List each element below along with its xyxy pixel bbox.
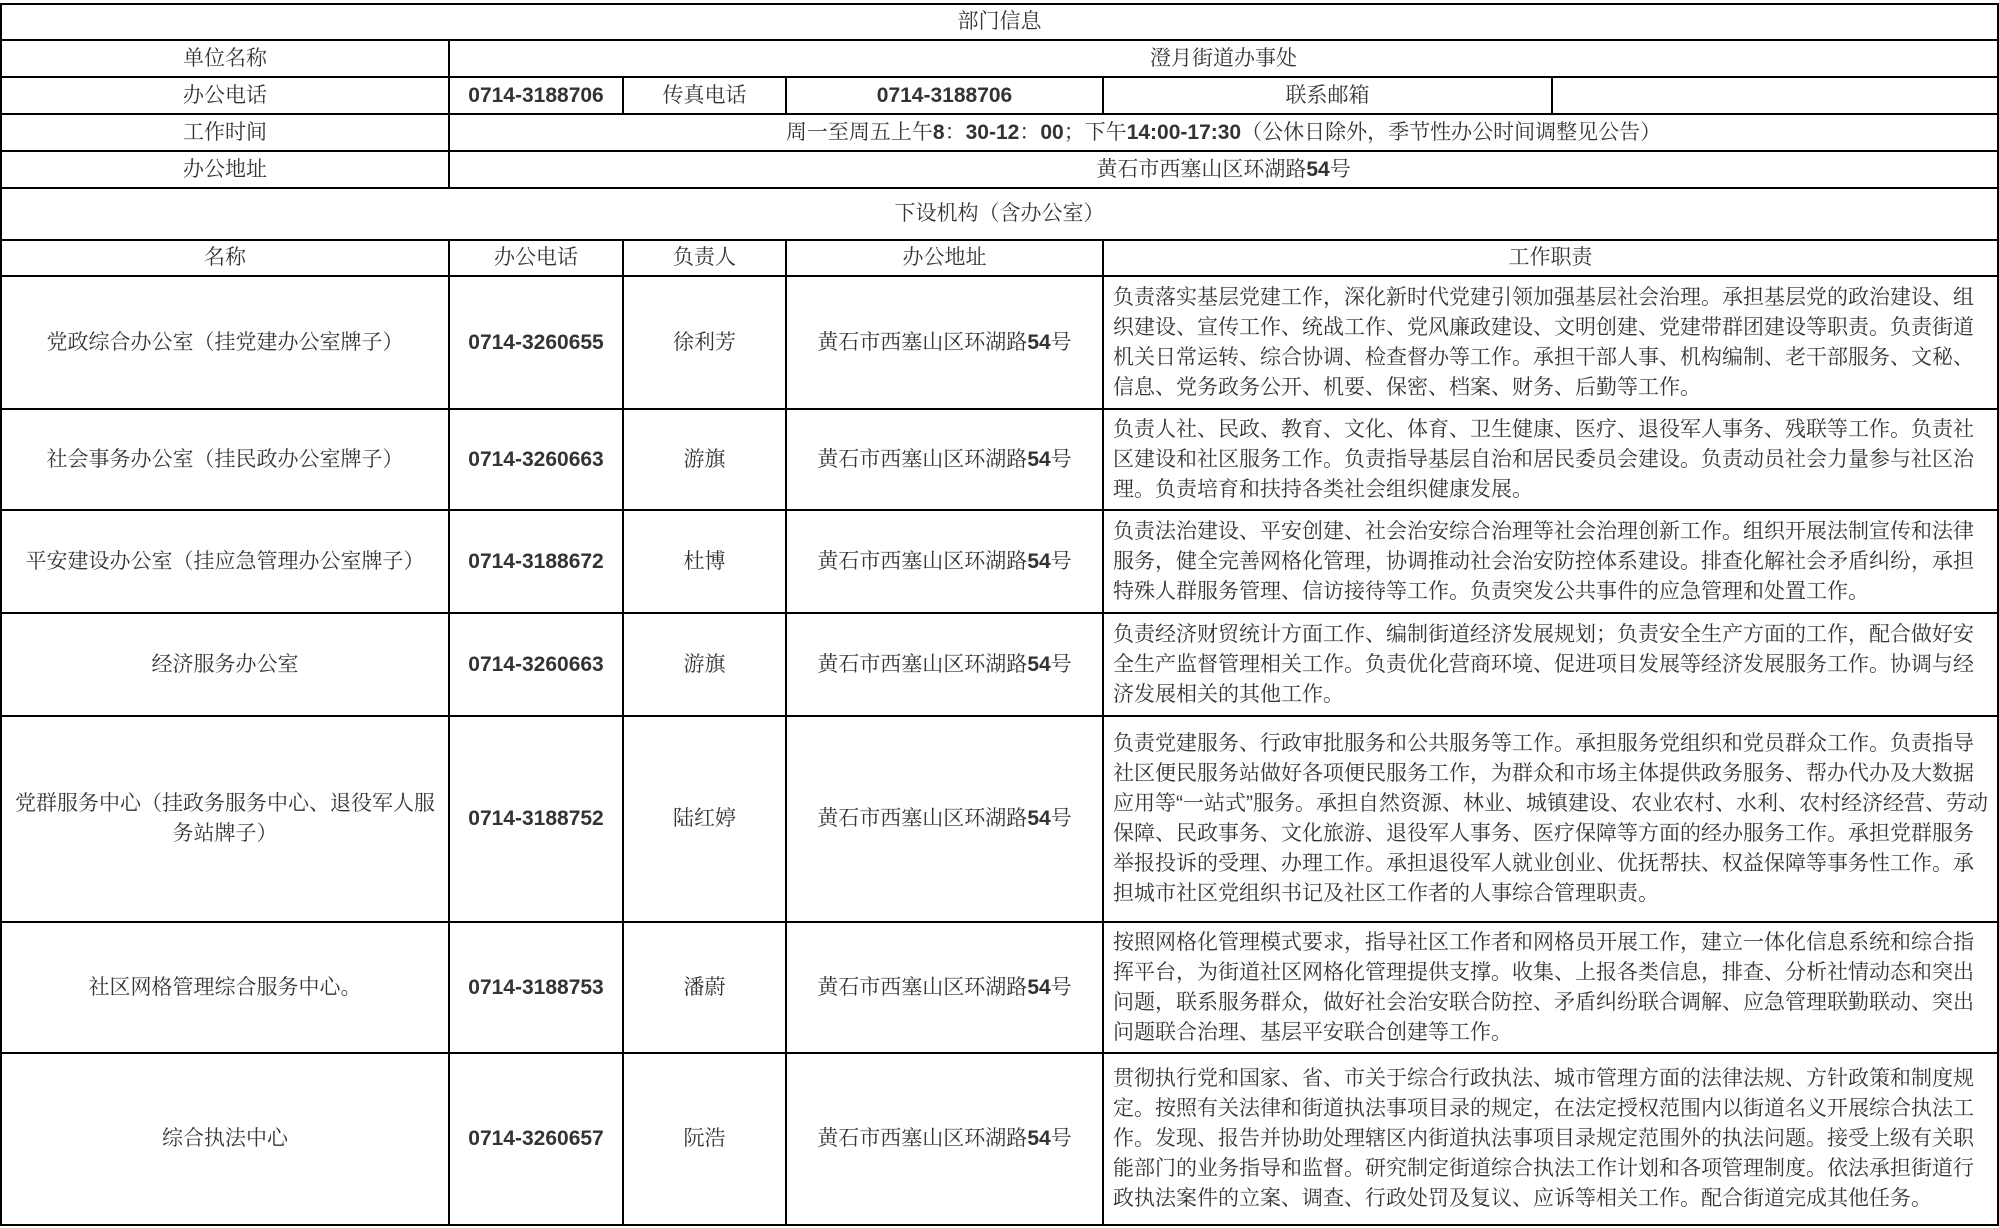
dept-head: 徐利芳 [623, 276, 786, 409]
dept-address: 黄石市西塞山区环湖路54号 [786, 716, 1103, 922]
fax-value: 0714-3188706 [786, 77, 1103, 114]
dept-phone: 0714-3260657 [449, 1053, 623, 1225]
dept-address: 黄石市西塞山区环湖路54号 [786, 510, 1103, 613]
dept-address: 黄石市西塞山区环湖路54号 [786, 276, 1103, 409]
office-address-value: 黄石市西塞山区环湖路54号 [449, 151, 1998, 188]
column-header-row [1, 240, 1998, 276]
dept-name: 平安建设办公室（挂应急管理办公室牌子） [1, 510, 449, 613]
work-time-row [1, 114, 1998, 151]
office-phone-value: 0714-3188706 [449, 77, 623, 114]
email-label: 联系邮箱 [1103, 77, 1552, 114]
office-phone-label: 办公电话 [1, 77, 449, 114]
table-row [1, 613, 1998, 716]
dept-name: 经济服务办公室 [1, 613, 449, 716]
contact-row [1, 77, 1998, 114]
dept-name: 社会事务办公室（挂民政办公室牌子） [1, 409, 449, 510]
col-header-address: 办公地址 [786, 240, 1103, 276]
col-header-phone: 办公电话 [449, 240, 623, 276]
dept-head: 阮浩 [623, 1053, 786, 1225]
dept-duty: 负责人社、民政、教育、文化、体育、卫生健康、医疗、退役军人事务、残联等工作。负责社区建设和社区服务工作。负责指导基层自治和居民委员会建设。负责动员社会力量参与社区治理。负责培育和扶持各类社会组织健康发展。 [1103, 409, 1998, 510]
table-row [1, 716, 1998, 922]
subordinate-section-row [1, 188, 1998, 240]
dept-head: 游旗 [623, 409, 786, 510]
dept-duty: 负责经济财贸统计方面工作、编制街道经济发展规划；负责安全生产方面的工作，配合做好安全生产监督管理相关工作。负责优化营商环境、促进项目发展等经济发展服务工作。协调与经济发展相关的其他工作。 [1103, 613, 1998, 716]
col-header-name: 名称 [1, 240, 449, 276]
dept-name: 社区网格管理综合服务中心。 [1, 922, 449, 1053]
dept-head: 陆红婷 [623, 716, 786, 922]
unit-name-row [1, 40, 1998, 77]
unit-name-label: 单位名称 [1, 40, 449, 77]
dept-name: 党群服务中心（挂政务服务中心、退役军人服务站牌子） [1, 716, 449, 922]
work-time-label: 工作时间 [1, 114, 449, 151]
table-title-row [1, 4, 1998, 40]
table-row [1, 922, 1998, 1053]
table-row [1, 409, 1998, 510]
dept-address: 黄石市西塞山区环湖路54号 [786, 1053, 1103, 1225]
dept-phone: 0714-3260655 [449, 276, 623, 409]
office-address-label: 办公地址 [1, 151, 449, 188]
dept-head: 杜博 [623, 510, 786, 613]
dept-duty: 负责法治建设、平安创建、社会治安综合治理等社会治理创新工作。组织开展法制宣传和法律服务，健全完善网格化管理，协调推动社会治安防控体系建设。排查化解社会矛盾纠纷，承担特殊人群服务管理、信访接待等工作。负责突发公共事件的应急管理和处置工作。 [1103, 510, 1998, 613]
table-row [1, 276, 1998, 409]
dept-duty: 贯彻执行党和国家、省、市关于综合行政执法、城市管理方面的法律法规、方针政策和制度规定。按照有关法律和街道执法事项目录的规定，在法定授权范围内以街道名义开展综合执法工作。发现、报告并协助处理辖区内街道执法事项目录规定范围外的执法问题。接受上级有关职能部门的业务指导和监督。研究制定街道综合执法工作计划和各项管理制度。依法承担街道行政执法案件的立案、调查、行政处罚及复议、应诉等相关工作。配合街道完成其他任务。 [1103, 1053, 1998, 1225]
table-row [1, 1053, 1998, 1225]
col-header-duty: 工作职责 [1103, 240, 1998, 276]
email-value [1552, 77, 1998, 114]
dept-name: 综合执法中心 [1, 1053, 449, 1225]
dept-head: 潘蔚 [623, 922, 786, 1053]
dept-duty: 负责落实基层党建工作，深化新时代党建引领加强基层社会治理。承担基层党的政治建设、组织建设、宣传工作、统战工作、党风廉政建设、文明创建、党建带群团建设等职责。负责街道机关日常运转、综合协调、检查督办等工作。承担干部人事、机构编制、老干部服务、文秘、信息、党务政务公开、机要、保密、档案、财务、后勤等工作。 [1103, 276, 1998, 409]
dept-address: 黄石市西塞山区环湖路54号 [786, 613, 1103, 716]
fax-label: 传真电话 [623, 77, 786, 114]
unit-name-value: 澄月街道办事处 [449, 40, 1998, 77]
dept-address: 黄石市西塞山区环湖路54号 [786, 409, 1103, 510]
subordinate-section-title: 下设机构（含办公室） [1, 188, 1998, 240]
dept-head: 游旗 [623, 613, 786, 716]
table-title: 部门信息 [1, 4, 1998, 40]
table-row [1, 510, 1998, 613]
office-address-row [1, 151, 1998, 188]
dept-phone: 0714-3260663 [449, 409, 623, 510]
dept-duty: 按照网格化管理模式要求，指导社区工作者和网格员开展工作，建立一体化信息系统和综合指挥平台，为街道社区网格化管理提供支撑。收集、上报各类信息，排查、分析社情动态和突出问题，联系服务群众，做好社会治安联合防控、矛盾纠纷联合调解、应急管理联勤联动、突出问题联合治理、基层平安联合创建等工作。 [1103, 922, 1998, 1053]
col-header-head: 负责人 [623, 240, 786, 276]
dept-address: 黄石市西塞山区环湖路54号 [786, 922, 1103, 1053]
dept-phone: 0714-3260663 [449, 613, 623, 716]
work-time-value: 周一至周五上午8：30-12：00；下午14:00-17:30（公休日除外，季节性办公时间调整见公告） [449, 114, 1998, 151]
dept-phone: 0714-3188672 [449, 510, 623, 613]
dept-phone: 0714-3188753 [449, 922, 623, 1053]
dept-name: 党政综合办公室（挂党建办公室牌子） [1, 276, 449, 409]
dept-duty: 负责党建服务、行政审批服务和公共服务等工作。承担服务党组织和党员群众工作。负责指导社区便民服务站做好各项便民服务工作，为群众和市场主体提供政务服务、帮办代办及大数据应用等“一站式”服务。承担自然资源、林业、城镇建设、农业农村、水利、农村经济经营、劳动保障、民政事务、文化旅游、退役军人事务、医疗保障等方面的经办服务工作。承担党群服务举报投诉的受理、办理工作。承担退役军人就业创业、优抚帮扶、权益保障等事务性工作。承担城市社区党组织书记及社区工作者的人事综合管理职责。 [1103, 716, 1998, 922]
department-info-table [0, 3, 1999, 1226]
dept-phone: 0714-3188752 [449, 716, 623, 922]
